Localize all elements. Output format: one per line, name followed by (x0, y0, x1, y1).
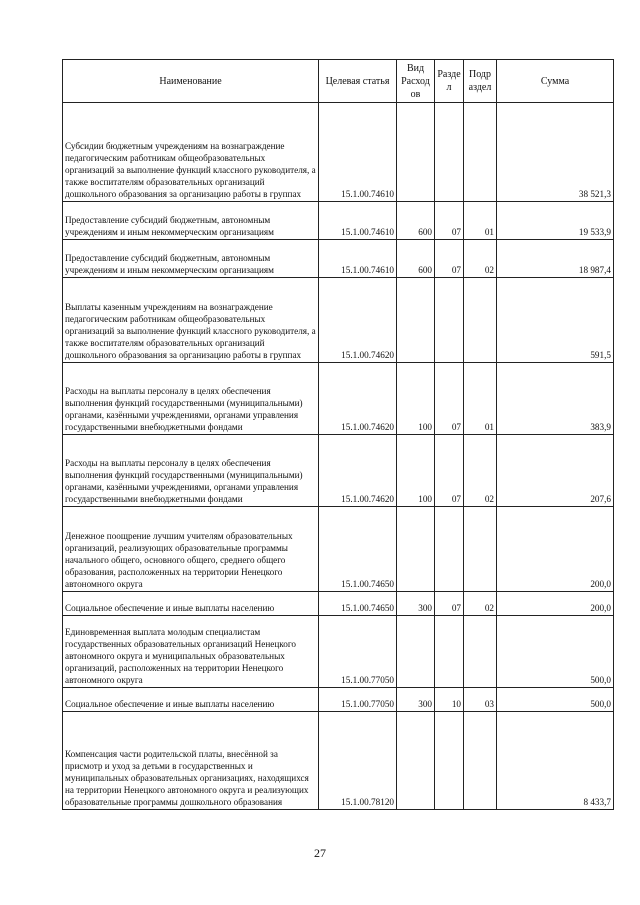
row-expense-type-cell (397, 616, 435, 688)
row-expense-type-cell: 100 (397, 363, 435, 435)
header-name: Наименование (63, 60, 319, 103)
row-target-article-cell: 15.1.00.74620 (319, 435, 397, 507)
row-name-cell: Субсидии бюджетным учреждениям на вознаграждение педагогическим работникам общеобразовательных организаций за выполнение функций классного руководителя, а также воспитателям образовательных организаций дошкольного образования за организацию работы в группах (63, 103, 319, 202)
row-subsection-cell (464, 103, 497, 202)
row-amount-cell: 383,9 (497, 363, 614, 435)
row-amount-cell: 18 987,4 (497, 240, 614, 278)
table-row (63, 592, 614, 616)
table-row (63, 278, 614, 363)
row-section-cell: 10 (435, 688, 464, 712)
row-section-cell: 07 (435, 240, 464, 278)
row-expense-type-cell (397, 278, 435, 363)
table-body (63, 103, 614, 810)
row-name-cell: Денежное поощрение лучшим учителям образовательных организаций, реализующих образовательные программы начального общего, основного общего, среднего общего образования, расположенных на территории Ненецкого автономного округа (63, 507, 319, 592)
row-section-cell: 07 (435, 592, 464, 616)
header-expense-type: Вид Расход ов (397, 60, 435, 103)
row-section-cell: 07 (435, 435, 464, 507)
table-row (63, 363, 614, 435)
row-target-article-cell: 15.1.00.74620 (319, 363, 397, 435)
row-amount-cell: 38 521,3 (497, 103, 614, 202)
row-amount-cell: 500,0 (497, 616, 614, 688)
row-expense-type-cell: 300 (397, 592, 435, 616)
row-section-cell (435, 712, 464, 810)
table-row (63, 712, 614, 810)
row-amount-cell: 19 533,9 (497, 202, 614, 240)
row-amount-cell: 207,6 (497, 435, 614, 507)
row-name-cell: Социальное обеспечение и иные выплаты населению (63, 592, 319, 616)
row-amount-cell: 500,0 (497, 688, 614, 712)
row-name-cell: Предоставление субсидий бюджетным, автономным учреждениям и иным некоммерческим организациям (63, 240, 319, 278)
header-section: Разде л (435, 60, 464, 103)
table-row (63, 616, 614, 688)
row-expense-type-cell (397, 103, 435, 202)
row-subsection-cell: 02 (464, 592, 497, 616)
row-expense-type-cell: 100 (397, 435, 435, 507)
row-name-cell: Единовременная выплата молодым специалистам государственных образовательных организаций Ненецкого автономного округа и муниципальных образовательных организаций, расположенных на территории Ненецкого автономного округа (63, 616, 319, 688)
row-target-article-cell: 15.1.00.78120 (319, 712, 397, 810)
row-subsection-cell: 02 (464, 435, 497, 507)
table-row (63, 202, 614, 240)
row-target-article-cell: 15.1.00.77050 (319, 688, 397, 712)
row-section-cell: 07 (435, 363, 464, 435)
row-subsection-cell (464, 712, 497, 810)
table-row (63, 507, 614, 592)
table-row (63, 688, 614, 712)
row-amount-cell: 591,5 (497, 278, 614, 363)
header-target-article: Целевая статья (319, 60, 397, 103)
row-target-article-cell: 15.1.00.74650 (319, 507, 397, 592)
row-amount-cell: 8 433,7 (497, 712, 614, 810)
table-header-row (63, 60, 614, 103)
row-expense-type-cell (397, 507, 435, 592)
row-section-cell: 07 (435, 202, 464, 240)
row-subsection-cell: 03 (464, 688, 497, 712)
row-amount-cell: 200,0 (497, 592, 614, 616)
row-expense-type-cell: 600 (397, 240, 435, 278)
table-row (63, 435, 614, 507)
row-expense-type-cell (397, 712, 435, 810)
row-section-cell (435, 616, 464, 688)
row-target-article-cell: 15.1.00.74610 (319, 240, 397, 278)
row-subsection-cell: 01 (464, 363, 497, 435)
row-amount-cell: 200,0 (497, 507, 614, 592)
row-target-article-cell: 15.1.00.74610 (319, 103, 397, 202)
table-row (63, 240, 614, 278)
row-section-cell (435, 278, 464, 363)
row-section-cell (435, 507, 464, 592)
row-subsection-cell (464, 507, 497, 592)
row-name-cell: Выплаты казенным учреждениям на вознаграждение педагогическим работникам общеобразовательных организаций за выполнение функций классного руководителя, а также воспитателям образовательных организаций дошкольного образования за организацию работы в группах (63, 278, 319, 363)
row-name-cell: Предоставление субсидий бюджетным, автономным учреждениям и иным некоммерческим организациям (63, 202, 319, 240)
row-name-cell: Расходы на выплаты персоналу в целях обеспечения выполнения функций государственными (муниципальными) органами, казёнными учреждениями, органами управления государственными внебюджетными фондами (63, 363, 319, 435)
row-expense-type-cell: 300 (397, 688, 435, 712)
table-row (63, 103, 614, 202)
row-name-cell: Социальное обеспечение и иные выплаты населению (63, 688, 319, 712)
header-subsection: Подр аздел (464, 60, 497, 103)
page-number: 27 (314, 846, 326, 860)
row-target-article-cell: 15.1.00.74610 (319, 202, 397, 240)
row-subsection-cell: 02 (464, 240, 497, 278)
header-amount: Сумма (497, 60, 614, 103)
row-subsection-cell (464, 278, 497, 363)
budget-table (62, 59, 614, 810)
row-target-article-cell: 15.1.00.74650 (319, 592, 397, 616)
row-expense-type-cell: 600 (397, 202, 435, 240)
row-subsection-cell (464, 616, 497, 688)
row-name-cell: Компенсация части родительской платы, внесённой за присмотр и уход за детьми в государственных и муниципальных образовательных организациях, находящихся на территории Ненецкого автономного округа и реализующих образовательные программы дошкольного образования (63, 712, 319, 810)
row-subsection-cell: 01 (464, 202, 497, 240)
row-name-cell: Расходы на выплаты персоналу в целях обеспечения выполнения функций государственными (муниципальными) органами, казёнными учреждениями, органами управления государственными внебюджетными фондами (63, 435, 319, 507)
row-target-article-cell: 15.1.00.74620 (319, 278, 397, 363)
row-section-cell (435, 103, 464, 202)
row-target-article-cell: 15.1.00.77050 (319, 616, 397, 688)
